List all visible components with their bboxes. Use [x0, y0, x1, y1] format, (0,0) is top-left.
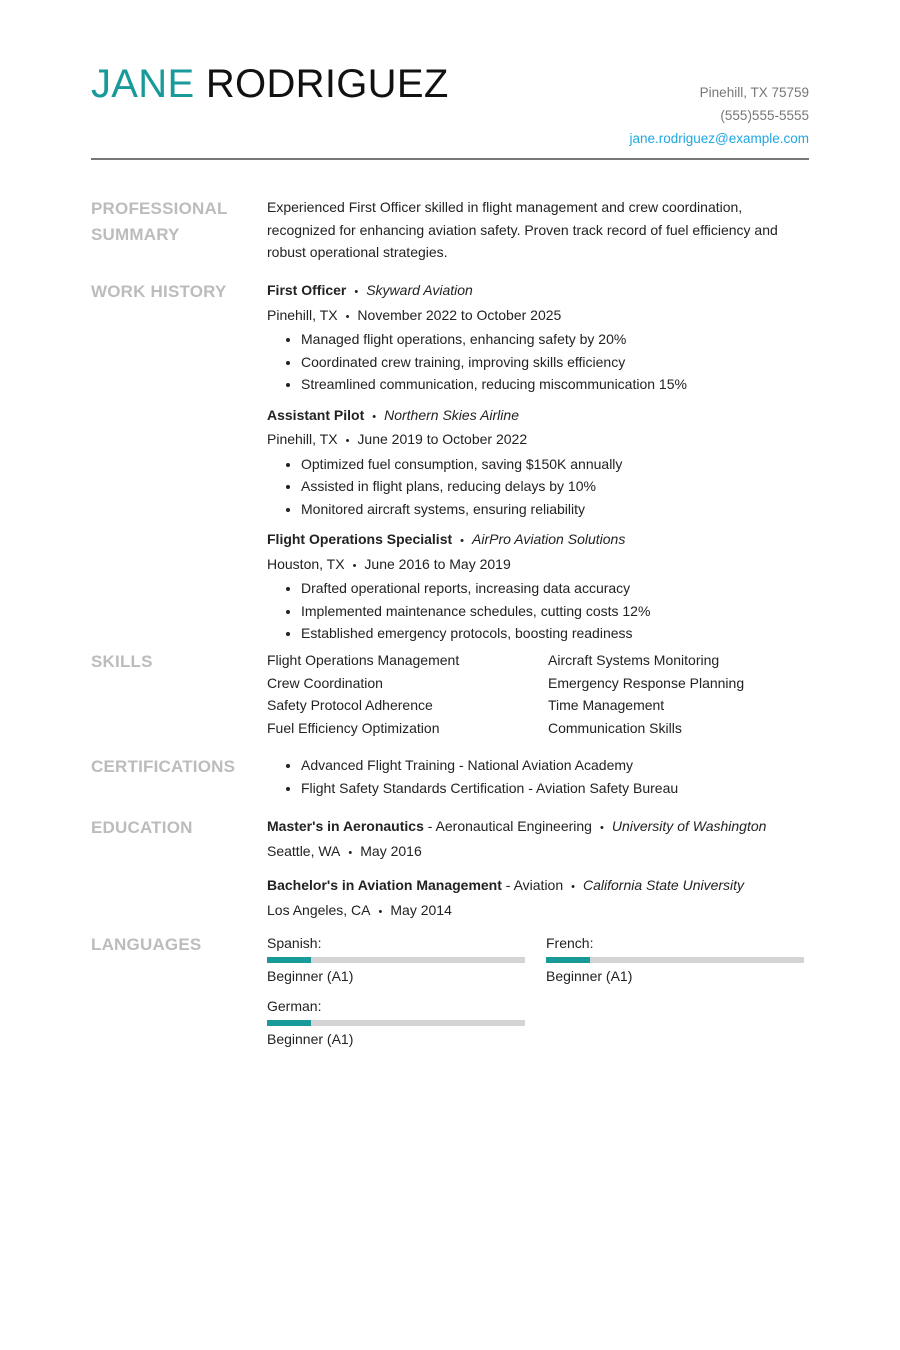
skill-item: Fuel Efficiency Optimization — [267, 719, 440, 736]
job-entry: Assistant Pilot • Northern Skies Airline Pinehill, TX • June 2019 to October 2022 • Optimized fuel consumption, saving $150K annually • Assisted in flight plans, reducing delays by 10% • Monitored aircraft systems, ensuring reliability — [267, 404, 809, 521]
skill-item: Time Management — [548, 697, 665, 713]
section-title-skills: SKILLS — [91, 652, 153, 671]
school-location: Seattle, WA — [267, 842, 341, 859]
language-level: Beginner (A1) — [267, 1030, 354, 1047]
school-name: California State University — [583, 877, 745, 893]
job-bullets — [267, 577, 809, 645]
contact-location: Pinehill, TX 75759 — [699, 85, 809, 100]
job-bullet: • Managed flight operations, enhancing safety by 20% — [301, 328, 809, 351]
language-level: Beginner (A1) — [267, 967, 354, 984]
language-proficiency-bar — [546, 957, 804, 963]
section-title-summary: PROFESSIONAL SUMMARY — [91, 199, 228, 244]
contact-phone: (555)555-5555 — [720, 108, 809, 123]
language-proficiency-bar — [267, 957, 525, 963]
language-item — [546, 932, 804, 987]
section-title-certifications: CERTIFICATIONS — [91, 757, 236, 776]
job-company: Northern Skies Airline — [384, 406, 519, 423]
section-title-education: EDUCATION — [91, 818, 193, 837]
job-dates: June 2019 to October 2022 — [357, 431, 528, 447]
certification-list — [267, 754, 809, 799]
job-bullet: • Monitored aircraft systems, ensuring reliability — [301, 498, 809, 521]
section-education — [91, 815, 809, 933]
job-dates: November 2022 to October 2025 — [357, 306, 562, 323]
candidate-name — [91, 62, 449, 107]
degree: Master's in Aeronautics — [267, 818, 424, 834]
contact-email-link[interactable]: jane.rodriguez@example.com — [629, 131, 809, 146]
job-location: Houston, TX — [267, 555, 345, 572]
language-proficiency-fill — [267, 957, 311, 963]
section-languages — [91, 932, 809, 1050]
certification-item: • Flight Safety Standards Certification - Aviation Safety Bureau — [301, 777, 809, 800]
job-title: First Officer — [267, 282, 347, 298]
language-name: German: — [267, 998, 322, 1014]
contact-info — [629, 81, 809, 150]
section-work-history — [91, 279, 809, 653]
job-bullet: • Drafted operational reports, increasing data accuracy — [301, 577, 809, 600]
language-item — [267, 932, 525, 987]
language-name: Spanish: — [267, 935, 322, 951]
section-title-languages: LANGUAGES — [91, 935, 202, 954]
education-body — [267, 815, 809, 933]
section-summary — [91, 196, 809, 264]
first-name: JANE — [91, 62, 195, 106]
job-company: Skyward Aviation — [366, 282, 473, 298]
degree-field: - Aviation — [505, 877, 564, 893]
resume-page — [91, 0, 809, 1047]
skills-grid — [267, 649, 809, 739]
job-location: Pinehill, TX — [267, 431, 338, 447]
job-bullets — [267, 328, 809, 396]
last-name: RODRIGUEZ — [205, 62, 449, 106]
language-name: French: — [546, 935, 594, 951]
job-title: Assistant Pilot — [267, 406, 365, 423]
header-divider — [91, 158, 809, 160]
job-entry: First Officer • Skyward Aviation Pinehill, TX • November 2022 to October 2025 • Managed flight operations, enhancing safety by 20% • Coordinated crew training, improving skills efficiency • Streamlined communication, reducing miscommunication 15% — [267, 279, 809, 396]
languages-grid — [267, 932, 809, 1050]
job-dates: June 2016 to May 2019 — [364, 555, 511, 572]
school-name: University of Washington — [611, 818, 767, 834]
job-entry: Flight Operations Specialist • AirPro Aviation Solutions Houston, TX • June 2016 to May 2019 • Drafted operational reports, increasing data accuracy • Implemented maintenance schedules, cutting costs 12% • Established emergency protocols, boosting readiness — [267, 528, 809, 645]
certification-item: • Advanced Flight Training - National Aviation Academy — [301, 754, 809, 777]
job-location: Pinehill, TX — [267, 306, 338, 323]
skill-item: Crew Coordination — [267, 674, 383, 691]
education-entry: Bachelor's in Aviation Management - Aviation • California State University Los Angeles, CA • May 2014 — [267, 877, 745, 918]
degree: Bachelor's in Aviation Management — [267, 877, 502, 893]
work-history-body — [267, 279, 809, 653]
skill-item: Emergency Response Planning — [548, 674, 745, 691]
language-level: Beginner (A1) — [546, 967, 633, 984]
job-bullet: • Assisted in flight plans, reducing delays by 10% — [301, 475, 809, 498]
job-bullet: • Optimized fuel consumption, saving $150K annually — [301, 453, 809, 476]
job-bullet: • Implemented maintenance schedules, cutting costs 12% — [301, 600, 809, 623]
summary-text: Experienced First Officer skilled in flight management and crew coordination, recognized for enhancing aviation safety. Proven track record of fuel efficiency and robust operational strategies. — [267, 199, 778, 260]
education-entry: Master's in Aeronautics - Aeronautical Engineering • University of Washington Seattle, WA • May 2016 — [267, 818, 767, 859]
language-item — [267, 995, 525, 1050]
job-bullets — [267, 453, 809, 521]
section-skills — [91, 649, 809, 739]
section-title-work-history: WORK HISTORY — [91, 282, 227, 301]
language-proficiency-bar — [267, 1020, 525, 1026]
job-title: Flight Operations Specialist — [267, 531, 453, 547]
skill-item: Communication Skills — [548, 719, 682, 736]
job-bullet: • Coordinated crew training, improving skills efficiency — [301, 351, 809, 374]
job-company: AirPro Aviation Solutions — [472, 531, 626, 547]
section-certifications — [91, 754, 809, 799]
skill-item: Safety Protocol Adherence — [267, 697, 433, 713]
job-bullet: • Streamlined communication, reducing miscommunication 15% — [301, 373, 809, 396]
language-proficiency-fill — [267, 1020, 311, 1026]
skill-item: Aircraft Systems Monitoring — [548, 652, 720, 668]
language-proficiency-fill — [546, 957, 590, 963]
resume-header — [91, 0, 809, 160]
graduation-date: May 2014 — [390, 901, 452, 918]
skill-item: Flight Operations Management — [267, 652, 460, 668]
school-location: Los Angeles, CA — [267, 901, 371, 918]
degree-field: - Aeronautical Engineering — [427, 818, 592, 834]
job-bullet: • Established emergency protocols, boosting readiness — [301, 622, 809, 645]
certifications-body — [267, 754, 809, 799]
graduation-date: May 2016 — [360, 842, 422, 859]
